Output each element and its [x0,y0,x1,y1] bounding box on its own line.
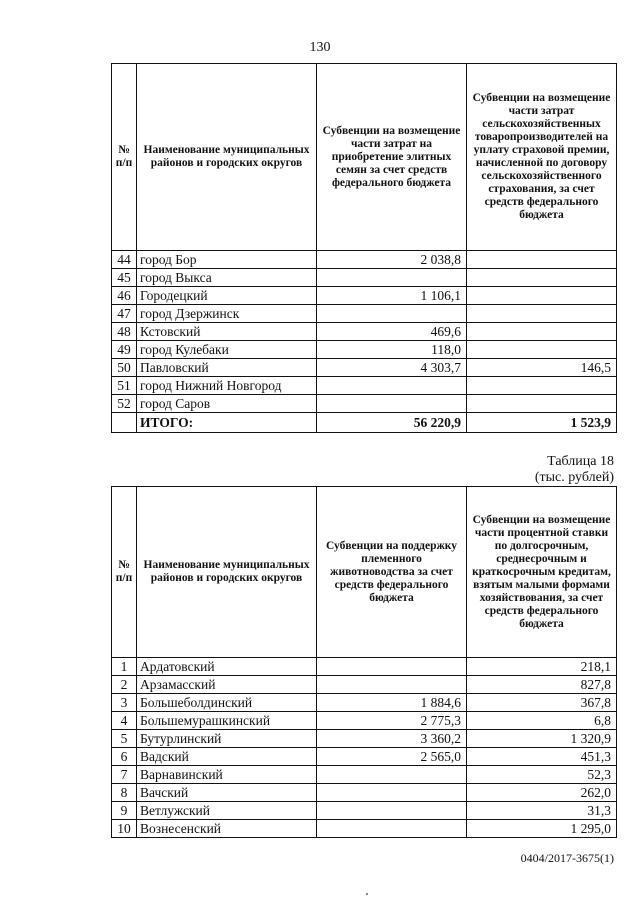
total-label: ИТОГО: [137,413,317,433]
row-value-2 [467,323,617,341]
table-row [112,784,617,802]
row-number: 50 [112,359,137,377]
row-value-2 [467,395,617,413]
row-number: 48 [112,323,137,341]
row-value-2: 146,5 [467,359,617,377]
table-units: (тыс. рублей) [534,470,614,485]
row-number: 9 [112,802,137,820]
row-name: Вадский [137,748,317,766]
row-number: 8 [112,784,137,802]
row-value-2: 262,0 [467,784,617,802]
row-name: Городецкий [137,287,317,305]
row-number: 49 [112,341,137,359]
header-name: Наименование муниципальных районов и городских округов [137,64,317,251]
header-name: Наименование муниципальных районов и городских округов [137,487,317,658]
header-col2: Субвенции на возмещение части процентной ставки по долгосрочным, среднесрочным и краткосрочным кредитам, взятым малыми формами хозяйствования, за счет средств федерального бюджета [467,487,617,658]
row-number: 6 [112,748,137,766]
row-number: 2 [112,676,137,694]
row-value-1 [317,802,467,820]
table-title: Таблица 18 [547,454,614,469]
row-value-2 [467,305,617,323]
table-row [112,748,617,766]
row-number: 51 [112,377,137,395]
row-value-2: 1 295,0 [467,820,617,838]
row-value-1: 2 038,8 [317,251,467,269]
row-value-1 [317,766,467,784]
row-name: Арзамасский [137,676,317,694]
row-value-2: 367,8 [467,694,617,712]
row-value-1 [317,269,467,287]
row-name: Павловский [137,359,317,377]
row-value-1: 2 775,3 [317,712,467,730]
row-value-1: 2 565,0 [317,748,467,766]
scan-speck [366,893,368,895]
subsidy-table-1 [111,63,617,433]
row-value-1 [317,676,467,694]
row-number: 7 [112,766,137,784]
table-row [112,802,617,820]
table-row [112,658,617,676]
row-name: Варнавинский [137,766,317,784]
total-blank [112,413,137,433]
row-name: Кстовский [137,323,317,341]
row-name: Ардатовский [137,658,317,676]
table-row [112,730,617,748]
row-name: Вачский [137,784,317,802]
row-number: 44 [112,251,137,269]
header-col1: Субвенции на возмещение части затрат на приобретение элитных семян за счет средств федерального бюджета [317,64,467,251]
row-name: Большеболдинский [137,694,317,712]
row-value-2: 451,3 [467,748,617,766]
row-number: 5 [112,730,137,748]
row-value-2 [467,377,617,395]
row-name: город Выкса [137,269,317,287]
row-name: город Нижний Новгород [137,377,317,395]
row-number: 4 [112,712,137,730]
table-row [112,676,617,694]
row-value-1 [317,658,467,676]
total-value-2: 1 523,9 [467,413,617,433]
row-value-2: 1 320,9 [467,730,617,748]
table-row [112,323,617,341]
header-num: № п/п [112,64,137,251]
table-row [112,305,617,323]
row-number: 3 [112,694,137,712]
row-number: 10 [112,820,137,838]
row-value-2: 827,8 [467,676,617,694]
row-value-2 [467,287,617,305]
row-value-1: 4 303,7 [317,359,467,377]
row-name: Вознесенский [137,820,317,838]
table-row [112,269,617,287]
table-row [112,287,617,305]
table-row [112,395,617,413]
row-name: Бутурлинский [137,730,317,748]
row-value-2 [467,269,617,287]
row-value-1 [317,820,467,838]
row-value-2: 218,1 [467,658,617,676]
row-value-2: 6,8 [467,712,617,730]
row-number: 46 [112,287,137,305]
row-value-1: 1 106,1 [317,287,467,305]
table-row [112,712,617,730]
table-row [112,251,617,269]
row-value-1: 118,0 [317,341,467,359]
row-value-2: 31,3 [467,802,617,820]
row-number: 1 [112,658,137,676]
row-value-1 [317,395,467,413]
subsidy-table-2 [111,486,617,838]
row-number: 45 [112,269,137,287]
row-number: 52 [112,395,137,413]
page-number: 130 [309,40,331,55]
row-value-1: 469,6 [317,323,467,341]
row-value-1 [317,377,467,395]
row-value-1 [317,784,467,802]
row-name: Ветлужский [137,802,317,820]
total-row [112,413,617,433]
total-value-1: 56 220,9 [317,413,467,433]
row-value-1: 1 884,6 [317,694,467,712]
row-value-2 [467,251,617,269]
row-name: город Бор [137,251,317,269]
table-row [112,694,617,712]
header-num: № п/п [112,487,137,658]
row-value-2: 52,3 [467,766,617,784]
row-name: город Дзержинск [137,305,317,323]
table-row [112,766,617,784]
header-col1: Субвенции на поддержку племенного животноводства за счет средств федерального бюджета [317,487,467,658]
row-number: 47 [112,305,137,323]
row-value-1: 3 360,2 [317,730,467,748]
row-value-1 [317,305,467,323]
table-row [112,377,617,395]
table-row [112,359,617,377]
document-code: 0404/2017-3675(1) [520,851,614,865]
header-col2: Субвенции на возмещение части затрат сельскохозяйственных товаропроизводителей на уплату страховой премии, начисленной по договору сельскохозяйственного страхования, за счет средств федерального бюджета [467,64,617,251]
table-row [112,820,617,838]
row-name: город Саров [137,395,317,413]
table-row [112,341,617,359]
row-name: Большемурашкинский [137,712,317,730]
row-name: город Кулебаки [137,341,317,359]
row-value-2 [467,341,617,359]
